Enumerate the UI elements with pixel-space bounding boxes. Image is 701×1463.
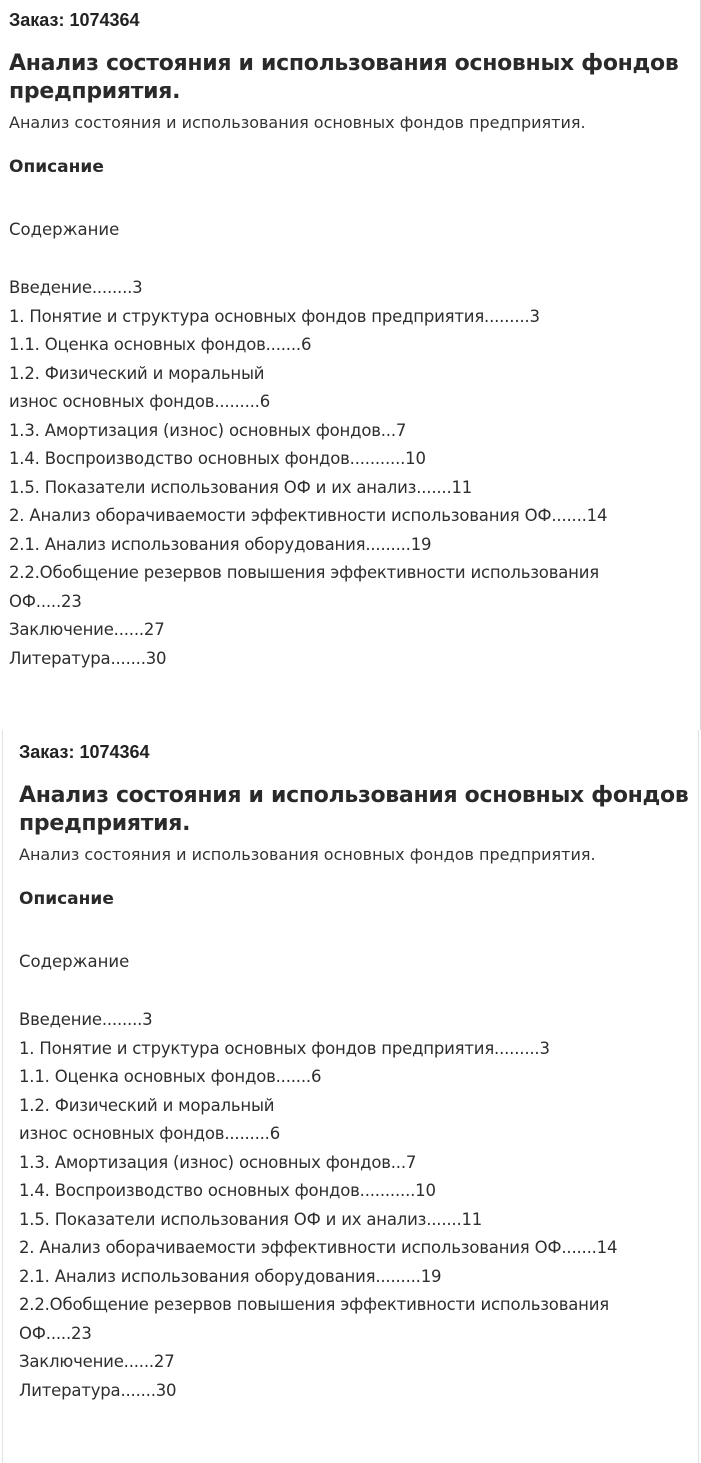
table-of-contents xyxy=(19,1006,698,1405)
toc-entry: 1. Понятие и структура основных фондов предприятия.........3 xyxy=(9,306,540,326)
toc-entry: 1. Понятие и структура основных фондов предприятия.........3 xyxy=(19,1038,550,1058)
toc-entry: 2. Анализ оборачиваемости эффективности использования ОФ.......14 xyxy=(19,1238,618,1257)
toc-entry: ОФ.....23 xyxy=(19,1323,92,1343)
document-title-line-2: предприятия. xyxy=(19,811,191,836)
toc-entry: 2.2.Обобщение резервов повышения эффективности использования xyxy=(19,1295,609,1314)
toc-entry: 2.1. Анализ использования оборудования.........19 xyxy=(9,534,432,554)
toc-entry: 1.5. Показатели использования ОФ и их анализ.......11 xyxy=(19,1209,483,1229)
description-heading: Описание xyxy=(19,889,114,909)
document-page-top xyxy=(0,0,701,730)
toc-entry: 2. Анализ оборачиваемости эффективности использования ОФ.......14 xyxy=(9,506,608,525)
toc-entry: ОФ.....23 xyxy=(9,591,82,611)
toc-entry: Литература.......30 xyxy=(9,648,167,668)
document-page-bottom xyxy=(2,730,699,1463)
toc-entry: Введение........3 xyxy=(19,1010,153,1029)
toc-entry: износ основных фондов.........6 xyxy=(9,392,271,411)
document-subtitle: Анализ состояния и использования основных фондов предприятия. xyxy=(19,845,596,864)
contents-heading: Содержание xyxy=(19,952,130,971)
table-of-contents xyxy=(9,274,700,673)
document-title-line-2: предприятия. xyxy=(9,79,181,104)
description-heading: Описание xyxy=(9,157,104,177)
toc-entry: 1.1. Оценка основных фондов.......6 xyxy=(19,1067,322,1086)
toc-entry: Заключение......27 xyxy=(9,620,165,639)
toc-entry: 1.4. Воспроизводство основных фондов...........10 xyxy=(9,449,426,468)
toc-entry: 2.2.Обобщение резервов повышения эффективности использования xyxy=(9,563,599,582)
toc-entry: 1.4. Воспроизводство основных фондов...........10 xyxy=(19,1181,436,1200)
toc-entry: 1.3. Амортизация (износ) основных фондов...7 xyxy=(9,420,407,440)
toc-entry: Заключение......27 xyxy=(19,1352,175,1371)
document-title-line-1: Анализ состояния и использования основных фондов xyxy=(19,783,689,808)
toc-entry: 1.5. Показатели использования ОФ и их анализ.......11 xyxy=(9,477,473,497)
order-number: Заказ: 1074364 xyxy=(9,10,140,30)
document-title xyxy=(19,782,698,838)
document-title-line-1: Анализ состояния и использования основных фондов xyxy=(9,51,679,76)
toc-entry: 2.1. Анализ использования оборудования.........19 xyxy=(19,1266,442,1286)
toc-entry: Введение........3 xyxy=(9,278,143,297)
document-title xyxy=(9,50,700,106)
order-number: Заказ: 1074364 xyxy=(19,742,150,762)
toc-entry: 1.2. Физический и моральный xyxy=(9,363,265,383)
contents-heading: Содержание xyxy=(9,220,120,239)
toc-entry: Литература.......30 xyxy=(19,1380,177,1400)
toc-entry: 1.2. Физический и моральный xyxy=(19,1095,275,1115)
toc-entry: 1.1. Оценка основных фондов.......6 xyxy=(9,335,312,354)
toc-entry: износ основных фондов.........6 xyxy=(19,1124,281,1143)
document-subtitle: Анализ состояния и использования основных фондов предприятия. xyxy=(9,113,586,132)
toc-entry: 1.3. Амортизация (износ) основных фондов...7 xyxy=(19,1152,417,1172)
